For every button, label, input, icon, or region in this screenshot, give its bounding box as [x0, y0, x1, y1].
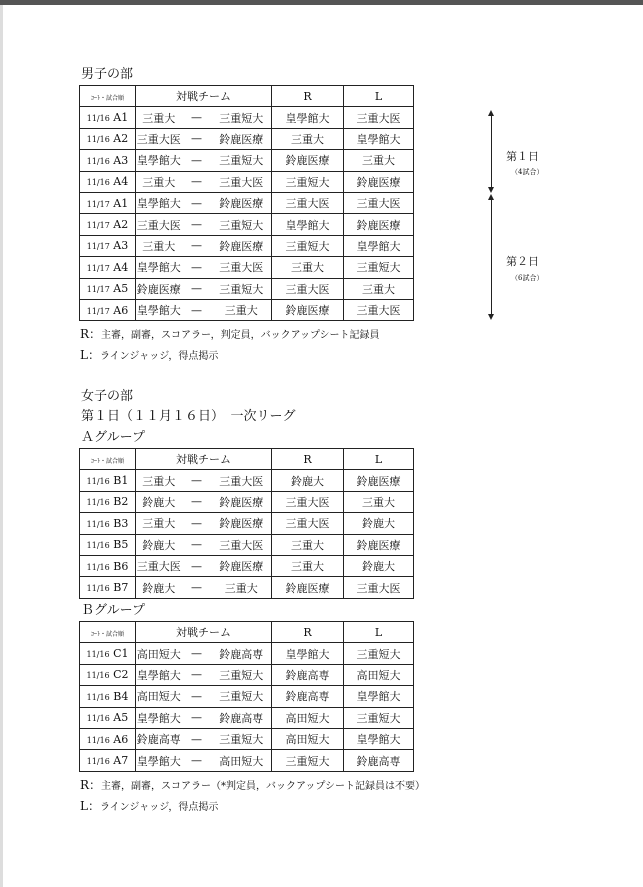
vs-dash-cell: — [182, 643, 212, 664]
line-judge-team-cell: 鈴鹿医療 [344, 534, 414, 555]
line-judge-team-cell: 鈴鹿大 [344, 513, 414, 534]
line-judge-team-cell: 鈴鹿医療 [344, 214, 414, 235]
referee-team-cell: 三重大医 [272, 192, 344, 213]
vs-dash-cell: — [182, 278, 212, 299]
match-code-cell: 11/16 A1 [80, 107, 136, 128]
table-row [80, 150, 414, 171]
match-code-cell: 11/16 A6 [80, 728, 136, 749]
table-row [80, 470, 414, 491]
table-row [80, 686, 414, 707]
day2-label: 第２日 [506, 255, 539, 268]
referee-team-cell: 三重大 [272, 257, 344, 278]
table-row [80, 128, 414, 149]
team-b-cell: 三重短大 [212, 107, 272, 128]
team-a-cell: 皇學館大 [136, 664, 182, 685]
document-page [0, 5, 643, 887]
team-b-cell: 三重大医 [212, 470, 272, 491]
vs-dash-cell: — [182, 235, 212, 256]
line-judge-team-cell: 鈴鹿医療 [344, 171, 414, 192]
line-judge-team-cell: 三重短大 [344, 257, 414, 278]
team-b-cell: 三重大医 [212, 534, 272, 555]
team-a-cell: 三重大 [136, 171, 182, 192]
table-row [80, 513, 414, 534]
table-row [80, 750, 414, 771]
team-b-cell: 鈴鹿医療 [212, 192, 272, 213]
team-a-cell: 三重大 [136, 470, 182, 491]
team-b-cell: 三重短大 [212, 278, 272, 299]
vs-dash-cell: — [182, 257, 212, 278]
table-row [80, 664, 414, 685]
team-a-cell: 三重大 [136, 513, 182, 534]
referee-team-cell: 高田短大 [272, 707, 344, 728]
table-row [80, 257, 414, 278]
line-judge-team-cell: 三重大医 [344, 192, 414, 213]
team-b-cell: 鈴鹿高専 [212, 707, 272, 728]
referee-team-cell: 鈴鹿医療 [272, 577, 344, 598]
match-code-cell: 11/17 A6 [80, 299, 136, 320]
day2-bracket-line [491, 199, 492, 315]
referee-team-cell: 皇學館大 [272, 107, 344, 128]
vs-dash-cell: — [182, 707, 212, 728]
team-b-cell: 三重短大 [212, 664, 272, 685]
vs-dash-cell: — [182, 534, 212, 555]
day1-arrow-down-icon [488, 187, 494, 193]
referee-team-cell: 鈴鹿大 [272, 470, 344, 491]
match-code-cell: 11/16 C1 [80, 643, 136, 664]
referee-team-cell: 三重大医 [272, 491, 344, 512]
header-l-cell: L [344, 449, 414, 470]
referee-team-cell: 三重大医 [272, 513, 344, 534]
team-b-cell: 三重大 [212, 299, 272, 320]
team-a-cell: 鈴鹿大 [136, 491, 182, 512]
group-a-schedule-table [79, 448, 414, 599]
women-note-r: R：主審，副審，スコアラー（*判定員，バックアップシート記録員は不要） [80, 778, 425, 792]
table-row [80, 555, 414, 576]
line-judge-team-cell: 三重大 [344, 278, 414, 299]
match-code-cell: 11/16 C2 [80, 664, 136, 685]
header-l-cell: L [344, 86, 414, 107]
team-b-cell: 三重短大 [212, 728, 272, 749]
team-b-cell: 鈴鹿医療 [212, 513, 272, 534]
women-note-l: L：ラインジャッジ，得点掲示 [80, 799, 219, 813]
referee-team-cell: 鈴鹿高専 [272, 686, 344, 707]
referee-team-cell: 鈴鹿高専 [272, 664, 344, 685]
match-code-cell: 11/17 A2 [80, 214, 136, 235]
line-judge-team-cell: 三重大医 [344, 577, 414, 598]
team-b-cell: 鈴鹿医療 [212, 491, 272, 512]
team-b-cell: 鈴鹿医療 [212, 555, 272, 576]
vs-dash-cell: — [182, 214, 212, 235]
team-a-cell: 皇學館大 [136, 257, 182, 278]
line-judge-team-cell: 高田短大 [344, 664, 414, 685]
referee-team-cell: 三重大 [272, 555, 344, 576]
table-row [80, 491, 414, 512]
header-teams-cell: 対戦チーム [136, 622, 272, 643]
line-judge-team-cell: 三重大医 [344, 107, 414, 128]
line-judge-team-cell: 鈴鹿大 [344, 555, 414, 576]
team-a-cell: 皇學館大 [136, 750, 182, 771]
header-code-cell: ｺｰﾄ・試合順 [80, 622, 136, 643]
team-b-cell: 三重短大 [212, 150, 272, 171]
day1-label: 第１日 [506, 150, 539, 163]
team-a-cell: 三重大 [136, 235, 182, 256]
team-a-cell: 鈴鹿高専 [136, 728, 182, 749]
referee-team-cell: 三重大 [272, 128, 344, 149]
match-code-cell: 11/16 A2 [80, 128, 136, 149]
table-row [80, 171, 414, 192]
table-row [80, 192, 414, 213]
match-code-cell: 11/17 A5 [80, 278, 136, 299]
team-a-cell: 高田短大 [136, 643, 182, 664]
referee-team-cell: 三重短大 [272, 750, 344, 771]
women-section-title: 女子の部 [81, 389, 134, 404]
table-row [80, 214, 414, 235]
match-code-cell: 11/16 B3 [80, 513, 136, 534]
team-b-cell: 三重大医 [212, 257, 272, 278]
header-teams-cell: 対戦チーム [136, 449, 272, 470]
table-row [80, 107, 414, 128]
table-row [80, 278, 414, 299]
vs-dash-cell: — [182, 171, 212, 192]
referee-team-cell: 三重短大 [272, 235, 344, 256]
table-header-row [80, 86, 414, 107]
vs-dash-cell: — [182, 728, 212, 749]
vs-dash-cell: — [182, 513, 212, 534]
match-code-cell: 11/16 A3 [80, 150, 136, 171]
vs-dash-cell: — [182, 128, 212, 149]
men-section-title: 男子の部 [81, 67, 134, 82]
vs-dash-cell: — [182, 555, 212, 576]
line-judge-team-cell: 皇學館大 [344, 686, 414, 707]
table-row [80, 299, 414, 320]
line-judge-team-cell: 鈴鹿医療 [344, 470, 414, 491]
line-judge-team-cell: 三重短大 [344, 643, 414, 664]
referee-team-cell: 高田短大 [272, 728, 344, 749]
line-judge-team-cell: 三重大医 [344, 299, 414, 320]
referee-team-cell: 皇學館大 [272, 643, 344, 664]
table-header-row [80, 622, 414, 643]
line-judge-team-cell: 三重短大 [344, 707, 414, 728]
vs-dash-cell: — [182, 664, 212, 685]
team-a-cell: 皇學館大 [136, 150, 182, 171]
women-day1-subtitle: 第１日（１１月１６日） 一次リーグ [81, 409, 296, 424]
table-row [80, 728, 414, 749]
team-b-cell: 鈴鹿高専 [212, 643, 272, 664]
group-a-title: Ａグループ [81, 430, 145, 445]
line-judge-team-cell: 皇學館大 [344, 235, 414, 256]
line-judge-team-cell: 三重大 [344, 150, 414, 171]
match-code-cell: 11/17 A4 [80, 257, 136, 278]
referee-team-cell: 鈴鹿医療 [272, 150, 344, 171]
table-row [80, 577, 414, 598]
day1-sublabel: （4試合） [511, 168, 544, 176]
table-row [80, 534, 414, 555]
referee-team-cell: 三重大 [272, 534, 344, 555]
header-code-cell: ｺｰﾄ・試合順 [80, 86, 136, 107]
match-code-cell: 11/16 A5 [80, 707, 136, 728]
day1-bracket-line [491, 115, 492, 188]
men-schedule-table [79, 85, 414, 321]
day2-sublabel: （6試合） [511, 274, 544, 282]
line-judge-team-cell: 皇學館大 [344, 128, 414, 149]
match-code-cell: 11/16 B4 [80, 686, 136, 707]
header-l-cell: L [344, 622, 414, 643]
match-code-cell: 11/16 B7 [80, 577, 136, 598]
team-b-cell: 三重短大 [212, 214, 272, 235]
vs-dash-cell: — [182, 107, 212, 128]
team-a-cell: 皇學館大 [136, 299, 182, 320]
day2-arrow-down-icon [488, 314, 494, 320]
match-code-cell: 11/16 B2 [80, 491, 136, 512]
header-r-cell: R [272, 449, 344, 470]
team-b-cell: 鈴鹿医療 [212, 235, 272, 256]
team-b-cell: 鈴鹿医療 [212, 128, 272, 149]
header-teams-cell: 対戦チーム [136, 86, 272, 107]
line-judge-team-cell: 三重大 [344, 491, 414, 512]
table-row [80, 235, 414, 256]
team-b-cell: 三重大医 [212, 171, 272, 192]
vs-dash-cell: — [182, 491, 212, 512]
team-a-cell: 高田短大 [136, 686, 182, 707]
header-r-cell: R [272, 86, 344, 107]
header-code-cell: ｺｰﾄ・試合順 [80, 449, 136, 470]
match-code-cell: 11/17 A3 [80, 235, 136, 256]
team-a-cell: 三重大医 [136, 214, 182, 235]
match-code-cell: 11/16 B1 [80, 470, 136, 491]
referee-team-cell: 皇學館大 [272, 214, 344, 235]
team-a-cell: 鈴鹿大 [136, 577, 182, 598]
vs-dash-cell: — [182, 150, 212, 171]
match-code-cell: 11/17 A1 [80, 192, 136, 213]
table-row [80, 643, 414, 664]
referee-team-cell: 三重短大 [272, 171, 344, 192]
men-note-r: R：主審，副審，スコアラー，判定員，バックアップシート記録員 [80, 327, 380, 341]
table-header-row [80, 449, 414, 470]
team-a-cell: 三重大医 [136, 128, 182, 149]
vs-dash-cell: — [182, 299, 212, 320]
line-judge-team-cell: 鈴鹿高専 [344, 750, 414, 771]
match-code-cell: 11/16 B6 [80, 555, 136, 576]
vs-dash-cell: — [182, 686, 212, 707]
team-b-cell: 三重短大 [212, 686, 272, 707]
team-a-cell: 鈴鹿大 [136, 534, 182, 555]
team-a-cell: 三重大医 [136, 555, 182, 576]
team-b-cell: 高田短大 [212, 750, 272, 771]
header-r-cell: R [272, 622, 344, 643]
vs-dash-cell: — [182, 577, 212, 598]
team-a-cell: 三重大 [136, 107, 182, 128]
referee-team-cell: 鈴鹿医療 [272, 299, 344, 320]
team-a-cell: 鈴鹿医療 [136, 278, 182, 299]
vs-dash-cell: — [182, 192, 212, 213]
vs-dash-cell: — [182, 750, 212, 771]
match-code-cell: 11/16 A4 [80, 171, 136, 192]
line-judge-team-cell: 皇學館大 [344, 728, 414, 749]
match-code-cell: 11/16 A7 [80, 750, 136, 771]
group-b-schedule-table [79, 621, 414, 772]
referee-team-cell: 三重大医 [272, 278, 344, 299]
vs-dash-cell: — [182, 470, 212, 491]
match-code-cell: 11/16 B5 [80, 534, 136, 555]
team-a-cell: 皇學館大 [136, 192, 182, 213]
men-note-l: L：ラインジャッジ，得点掲示 [80, 348, 219, 362]
team-b-cell: 三重大 [212, 577, 272, 598]
table-row [80, 707, 414, 728]
team-a-cell: 皇學館大 [136, 707, 182, 728]
group-b-title: Ｂグループ [81, 603, 145, 618]
